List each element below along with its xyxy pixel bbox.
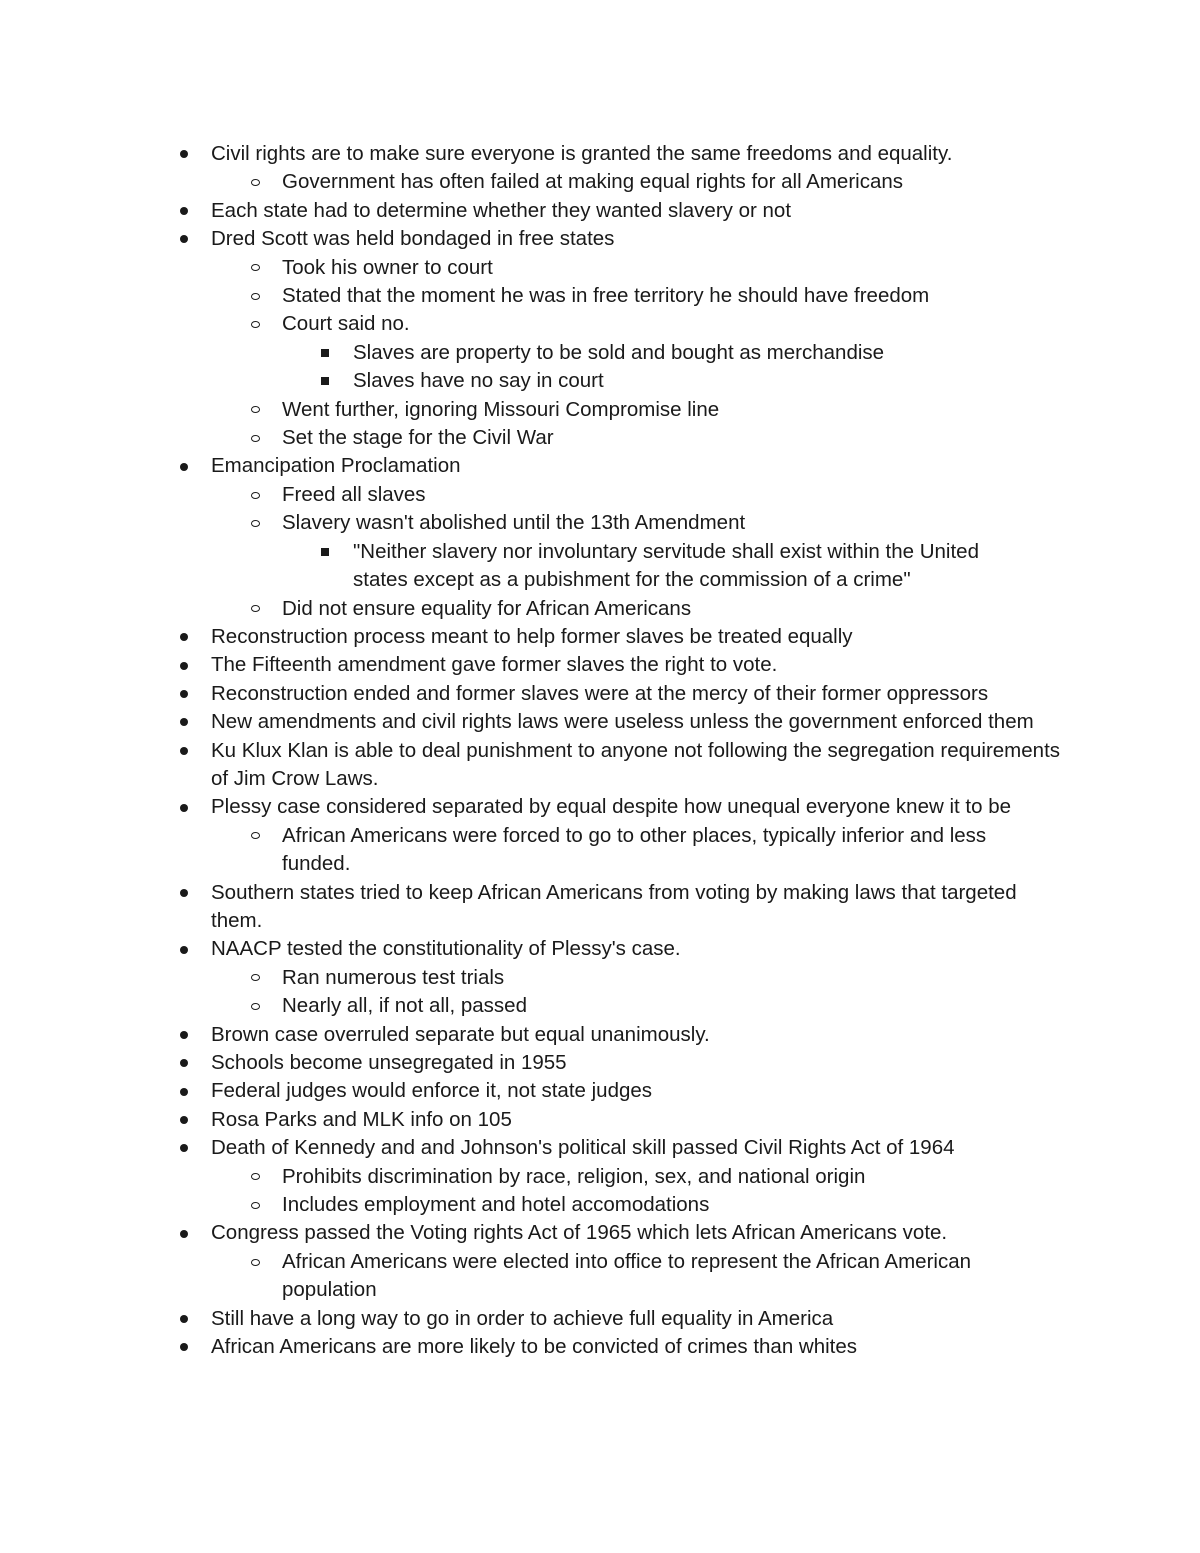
hollow-circle-bullet-icon: [248, 964, 262, 992]
filled-circle-bullet-icon: [177, 140, 191, 168]
filled-circle-bullet-icon: [177, 1049, 191, 1077]
note-item: [0, 708, 1061, 736]
hollow-circle-bullet-icon: [248, 481, 262, 509]
note-item: [0, 1106, 1061, 1134]
square-bullet-icon: [318, 538, 332, 566]
filled-circle-bullet-icon: [177, 737, 191, 765]
note-text: Plessy case considered separated by equal despite how unequal everyone knew it to be: [211, 795, 1012, 819]
note-item: [0, 793, 1061, 821]
note-text: Brown case overruled separate but equal unanimously.: [211, 1022, 710, 1046]
hollow-circle-bullet-icon: [248, 1163, 262, 1191]
square-bullet-icon: [318, 367, 332, 395]
note-text: Ku Klux Klan is able to deal punishment to anyone not following the segregation requirements of Jim Crow Laws.: [211, 738, 1061, 790]
note-item: [0, 538, 1023, 595]
note-item: [0, 396, 1042, 424]
filled-circle-bullet-icon: [177, 1219, 191, 1247]
note-text: African Americans are more likely to be convicted of crimes than whites: [211, 1335, 858, 1359]
filled-circle-bullet-icon: [177, 1106, 191, 1134]
note-text: Federal judges would enforce it, not state judges: [211, 1079, 653, 1103]
note-text: Stated that the moment he was in free territory he should have freedom: [282, 284, 930, 308]
note-text: Southern states tried to keep African Americans from voting by making laws that targeted them.: [211, 880, 1017, 932]
hollow-circle-bullet-icon: [248, 1191, 262, 1219]
note-item: [0, 1305, 1061, 1333]
note-text: Court said no.: [282, 312, 410, 336]
filled-circle-bullet-icon: [177, 708, 191, 736]
note-item: [0, 737, 1061, 794]
note-item: [0, 822, 1042, 879]
note-item: [0, 879, 1061, 936]
note-item: [0, 595, 1042, 623]
hollow-circle-bullet-icon: [248, 822, 262, 850]
note-item: [0, 1021, 1061, 1049]
note-text: Slavery wasn't abolished until the 13th Amendment: [282, 511, 746, 535]
note-item: [0, 424, 1042, 452]
note-item: [0, 964, 1042, 992]
note-text: Freed all slaves: [282, 482, 426, 506]
note-item: [0, 1219, 1061, 1247]
note-item: [0, 367, 1023, 395]
note-item: [0, 1248, 1042, 1305]
note-item: [0, 339, 1023, 367]
hollow-circle-bullet-icon: [248, 424, 262, 452]
note-text: New amendments and civil rights laws were useless unless the government enforced them: [211, 710, 1034, 734]
filled-circle-bullet-icon: [177, 1021, 191, 1049]
note-item: [0, 452, 1061, 480]
filled-circle-bullet-icon: [177, 1134, 191, 1162]
note-text: Did not ensure equality for African Americans: [282, 596, 692, 620]
note-item: [0, 1191, 1042, 1219]
note-item: [0, 509, 1042, 537]
filled-circle-bullet-icon: [177, 623, 191, 651]
note-item: [0, 140, 1061, 168]
note-item: [0, 310, 1042, 338]
filled-circle-bullet-icon: [177, 1333, 191, 1361]
notes-document: [0, 140, 1200, 1361]
hollow-circle-bullet-icon: [248, 282, 262, 310]
hollow-circle-bullet-icon: [248, 509, 262, 537]
filled-circle-bullet-icon: [177, 452, 191, 480]
note-item: [0, 481, 1042, 509]
note-item: [0, 680, 1061, 708]
note-item: [0, 1134, 1061, 1162]
note-text: Schools become unsegregated in 1955: [211, 1051, 567, 1074]
filled-circle-bullet-icon: [177, 1077, 191, 1105]
square-bullet-icon: [318, 339, 332, 367]
note-text: Still have a long way to go in order to achieve full equality in America: [211, 1306, 834, 1330]
note-text: Set the stage for the Civil War: [282, 426, 554, 450]
note-text: Dred Scott was held bondaged in free states: [211, 227, 615, 251]
note-text: Death of Kennedy and and Johnson's political skill passed Civil Rights Act of 1964: [211, 1136, 955, 1160]
note-text: Civil rights are to make sure everyone is granted the same freedoms and equality.: [211, 142, 953, 165]
note-item: [0, 1077, 1061, 1105]
note-item: [0, 197, 1061, 225]
hollow-circle-bullet-icon: [248, 595, 262, 623]
note-item: [0, 225, 1061, 253]
note-text: NAACP tested the constitutionality of Plessy's case.: [211, 937, 681, 961]
note-item: [0, 992, 1042, 1020]
note-item: [0, 651, 1061, 679]
hollow-circle-bullet-icon: [248, 254, 262, 282]
note-item: [0, 935, 1061, 963]
note-item: [0, 1333, 1061, 1361]
note-item: [0, 254, 1042, 282]
note-text: African Americans were elected into office to represent the African American population: [282, 1249, 972, 1302]
note-text: Government has often failed at making equal rights for all Americans: [282, 170, 904, 194]
filled-circle-bullet-icon: [177, 935, 191, 963]
hollow-circle-bullet-icon: [248, 992, 262, 1020]
note-text: Ran numerous test trials: [282, 965, 505, 989]
note-text: Each state had to determine whether they wanted slavery or not: [211, 198, 792, 222]
note-item: [0, 168, 1042, 196]
note-text: Took his owner to court: [282, 255, 493, 279]
note-text: The Fifteenth amendment gave former slaves the right to vote.: [211, 653, 778, 677]
note-text: Emancipation Proclamation: [211, 454, 461, 478]
note-text: Slaves have no say in court: [353, 369, 604, 393]
note-item: [0, 623, 1061, 651]
filled-circle-bullet-icon: [177, 879, 191, 907]
filled-circle-bullet-icon: [177, 793, 191, 821]
note-text: "Neither slavery nor involuntary servitude shall exist within the United states except as a pubishment for the commission of a crime": [353, 539, 979, 592]
filled-circle-bullet-icon: [177, 1305, 191, 1333]
note-text: Nearly all, if not all, passed: [282, 994, 527, 1018]
note-text: African Americans were forced to go to other places, typically inferior and less funded.: [282, 823, 987, 876]
note-item: [0, 282, 1042, 310]
note-item: [0, 1049, 1061, 1077]
hollow-circle-bullet-icon: [248, 310, 262, 338]
note-text: Includes employment and hotel accomodations: [282, 1193, 710, 1217]
note-text: Went further, ignoring Missouri Compromise line: [282, 397, 720, 421]
hollow-circle-bullet-icon: [248, 1248, 262, 1276]
hollow-circle-bullet-icon: [248, 168, 262, 196]
note-text: Prohibits discrimination by race, religion, sex, and national origin: [282, 1164, 866, 1188]
filled-circle-bullet-icon: [177, 225, 191, 253]
filled-circle-bullet-icon: [177, 680, 191, 708]
note-text: Congress passed the Voting rights Act of 1965 which lets African Americans vote.: [211, 1221, 948, 1245]
note-text: Rosa Parks and MLK info on 105: [211, 1107, 512, 1131]
note-item: [0, 1163, 1042, 1191]
filled-circle-bullet-icon: [177, 197, 191, 225]
hollow-circle-bullet-icon: [248, 396, 262, 424]
note-text: Reconstruction process meant to help former slaves be treated equally: [211, 624, 853, 648]
note-text: Slaves are property to be sold and bought as merchandise: [353, 340, 885, 364]
note-text: Reconstruction ended and former slaves were at the mercy of their former oppressors: [211, 681, 989, 705]
filled-circle-bullet-icon: [177, 651, 191, 679]
